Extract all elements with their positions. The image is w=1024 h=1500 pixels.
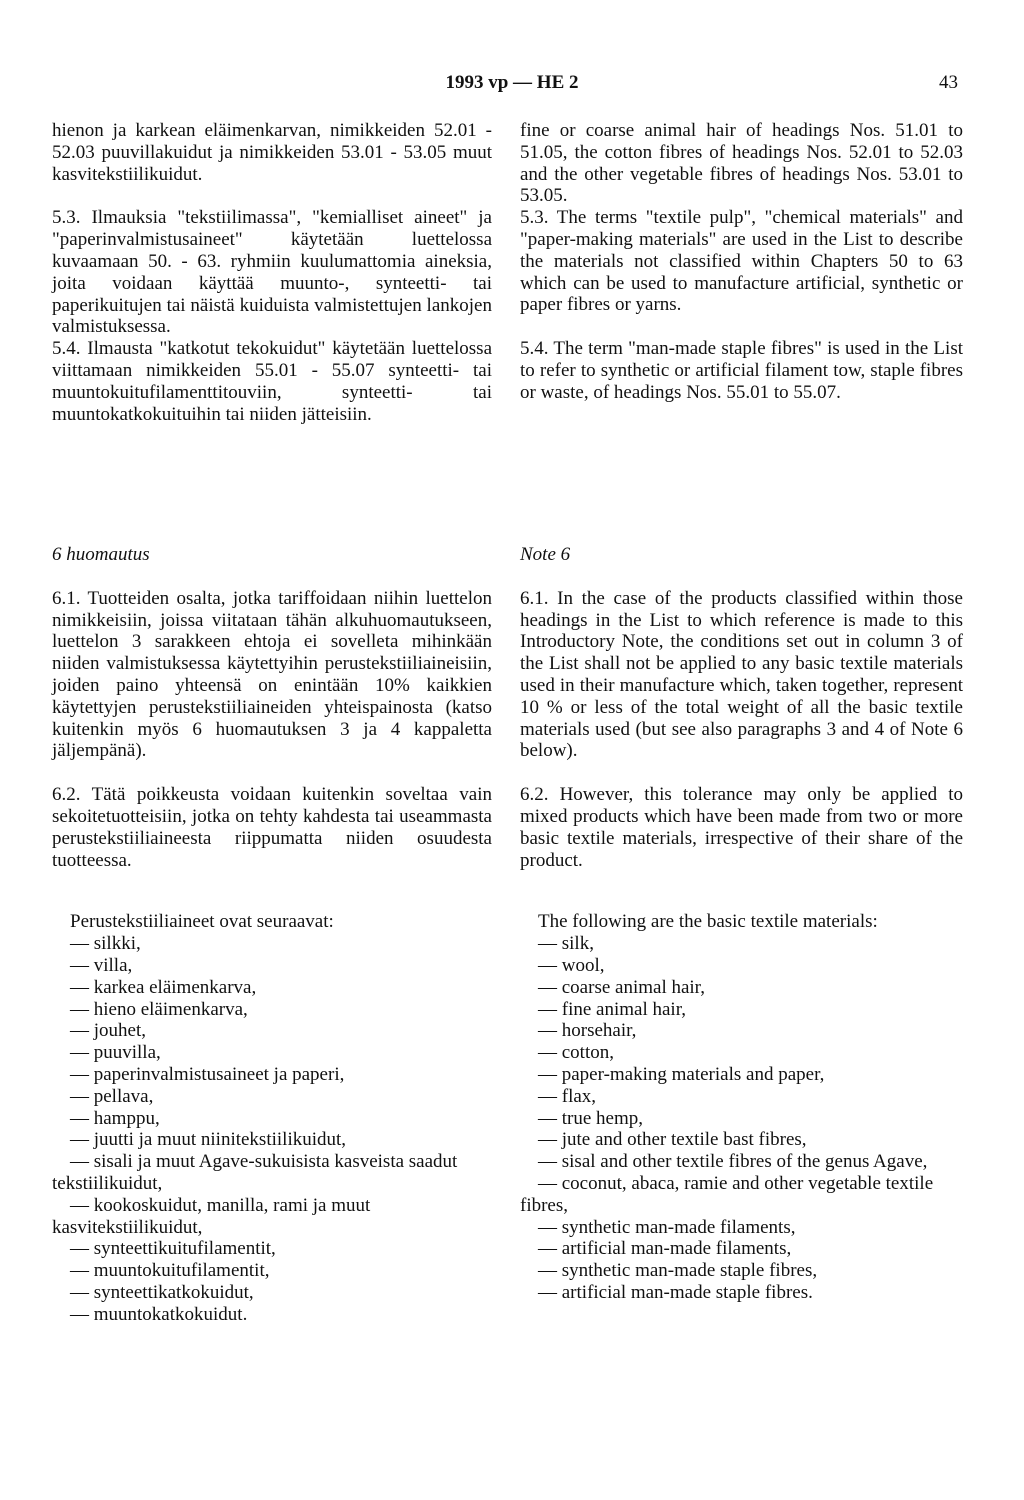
list-item: — true hemp,	[538, 1107, 644, 1129]
list-item: — muuntokuitufilamentit,	[70, 1260, 270, 1282]
list-item: — jute and other textile bast fibres,	[538, 1129, 807, 1151]
para-6-2-en: 6.2. However, this tolerance may only be applied to mixed products which have been made from two or more basic textile materials, irrespective of their share of the product.	[520, 784, 963, 871]
para-5-4-en: 5.4. The term "man-made staple fibres" is used in the List to refer to synthetic or artificial filament tow, staple fibres or waste, of headings Nos. 55.01 to 55.07.	[520, 338, 963, 403]
note6-section-en	[520, 544, 963, 1304]
basic-textile-list-en	[520, 933, 963, 1304]
list-item: — synthetic man-made staple fibres,	[538, 1260, 818, 1282]
list-item: — puuvilla,	[70, 1042, 161, 1064]
basic-textile-list-fi	[52, 933, 492, 1325]
para-5-3-fi: 5.3. Ilmauksia "tekstiilimassa", "kemialliset aineet" ja "paperinvalmistusaineet" käytetään luettelossa kuvaamaan 50. - 63. ryhmiin kuulumattomia aineksia, joita voidaan käyttää muunto-, synteetti- tai paperikuitujen tai näistä kuiduista valmistettujen lankojen valmistuksessa.	[52, 207, 492, 338]
list-item: — silk,	[538, 933, 594, 955]
list-intro-en: The following are the basic textile materials:	[538, 911, 878, 933]
list-item: — villa,	[70, 954, 133, 976]
list-item: — jouhet,	[70, 1020, 146, 1042]
list-item: — artificial man-made filaments,	[538, 1238, 792, 1260]
running-header: 1993 vp — HE 2	[445, 72, 579, 93]
list-item: — paper-making materials and paper,	[538, 1063, 825, 1085]
list-item: — wool,	[538, 954, 605, 976]
para-5-4-fi: 5.4. Ilmausta "katkotut tekokuidut" käytetään luettelossa viittamaan nimikkeiden 55.01 - 55.07 synteetti- tai muuntokuitufilamenttitouviin, synteetti- tai muuntokatkokuituihin tai niiden jätteisiin.	[52, 338, 492, 425]
note5-continuation-fi: hienon ja karkean eläimenkarvan, nimikkeiden 52.01 - 52.03 puuvillakuidut ja nimikkeiden 53.01 - 53.05 muut kasvitekstiilikuidut.	[52, 120, 492, 185]
top-section-en	[520, 120, 963, 404]
page-number: 43	[939, 72, 958, 93]
list-item: — coconut, abaca, ramie and other vegetable textile fibres,	[520, 1172, 934, 1216]
list-intro-fi: Perustekstiiliaineet ovat seuraavat:	[70, 911, 334, 933]
list-item: — horsehair,	[538, 1020, 637, 1042]
list-item: — paperinvalmistusaineet ja paperi,	[70, 1063, 345, 1085]
para-6-1-fi: 6.1. Tuotteiden osalta, jotka tariffoidaan niihin luettelon nimikkeisiin, joissa viitataan tähän alkuhuomautukseen, luettelon 3 sarakkeen ehtoja ei sovelleta mihinkään niiden valmistuksessa käytettyihin perustekstiiliaineisiin, joiden paino yhteensä on enintään 10% kaikkien käytettyjen perustekstiiliaineiden yhteispainosta (katso kuitenkin myös 6 huomautuksen 3 ja 4 kappaletta jäljempänä).	[52, 587, 492, 762]
list-item: — synthetic man-made filaments,	[538, 1216, 796, 1238]
list-item: — cotton,	[538, 1042, 614, 1064]
list-item: — coarse animal hair,	[538, 976, 706, 998]
list-item: — sisal and other textile fibres of the genus Agave,	[538, 1151, 928, 1173]
note6-heading-en: Note 6	[520, 544, 571, 565]
list-item: — pellava,	[70, 1085, 154, 1107]
list-item: — hieno eläimenkarva,	[70, 998, 248, 1020]
list-item: — kookoskuidut, manilla, rami ja muut kasvitekstiilikuidut,	[52, 1194, 371, 1238]
list-item: — artificial man-made staple fibres.	[538, 1281, 813, 1303]
note6-heading-fi: 6 huomautus	[52, 544, 150, 565]
list-item: — synteettikatkokuidut,	[70, 1281, 254, 1303]
list-item: — fine animal hair,	[538, 998, 687, 1020]
para-6-2-fi: 6.2. Tätä poikkeusta voidaan kuitenkin soveltaa vain sekoitetuotteisiin, jotka on tehty kahdesta tai useammasta perustekstiiliaineesta riippumatta niiden osuudesta tuotteessa.	[52, 784, 492, 871]
list-item: — muuntokatkokuidut.	[70, 1303, 248, 1325]
list-item: — synteettikuitufilamentit,	[70, 1238, 276, 1260]
list-item: — flax,	[538, 1085, 597, 1107]
para-5-3-en: 5.3. The terms "textile pulp", "chemical materials" and "paper-making materials" are used in the List to describe the materials not classified within Chapters 50 to 63 which can be used to manufacture artificial, synthetic or paper fibres or yarns.	[520, 207, 963, 316]
note5-continuation-en: fine or coarse animal hair of headings Nos. 51.01 to 51.05, the cotton fibres of headings Nos. 52.01 to 52.03 and the other vegetable fibres of headings Nos. 53.01 to 53.05.	[520, 120, 963, 207]
list-item: — hamppu,	[70, 1107, 160, 1129]
list-item: — juutti ja muut niinitekstiilikuidut,	[70, 1129, 347, 1151]
para-6-1-en: 6.1. In the case of the products classified within those headings in the List to which reference is made to this Introductory Note, the conditions set out in column 3 of the List shall not be applied to any basic textile materials used in their manufacture which, taken together, represent 10 % or less of the total weight of all the basic textile materials used (but see also paragraphs 3 and 4 of Note 6 below).	[520, 587, 963, 762]
top-section-fi	[52, 120, 492, 425]
list-item: — karkea eläimenkarva,	[70, 976, 257, 998]
list-item: — sisali ja muut Agave-sukuisista kasveista saadut tekstiilikuidut,	[52, 1151, 458, 1194]
note6-section-fi	[52, 544, 492, 1326]
list-item: — silkki,	[70, 933, 141, 955]
